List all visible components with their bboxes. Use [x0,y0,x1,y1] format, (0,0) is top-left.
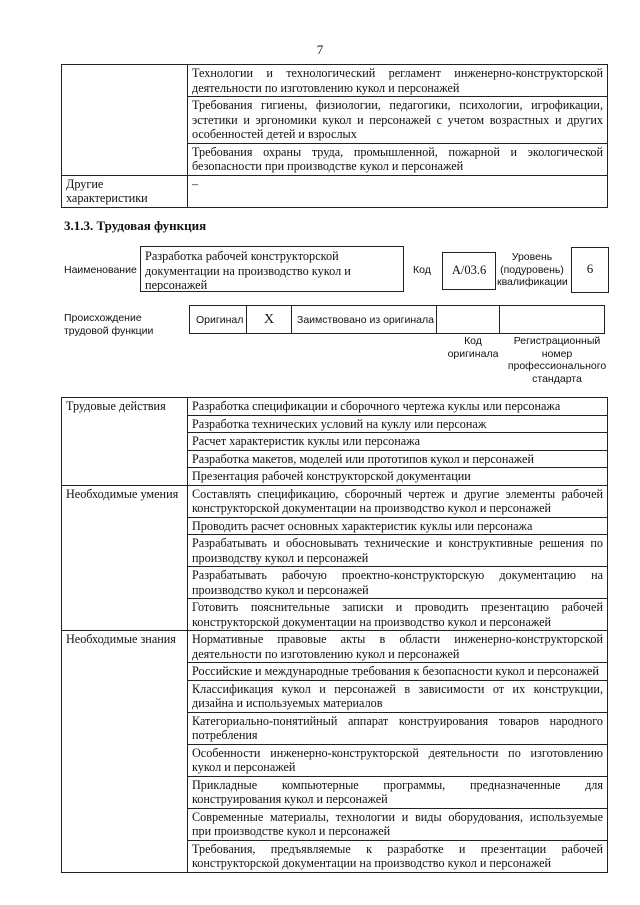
table-cell: Готовить пояснительные записки и проводить презентацию рабочей конструкторской документации на производство кукол и персонажей [188,599,608,631]
main-table [61,397,608,873]
table-cell: Требования, предъявляемые к разработке и презентации рабочей конструкторской документации на производство кукол и персонажей [188,840,608,872]
name-label: Наименование [64,264,137,276]
table-cell: Особенности инженерно-конструкторской деятельности по изготовлению кукол и персонажей [188,744,608,776]
table-cell: Прикладные компьютерные программы, предназначенные для конструирования кукол и персонажей [188,776,608,808]
section-heading: 3.1.3. Трудовая функция [64,218,207,233]
table-cell: Нормативные правовые акты в области инженерно-конструкторской деятельности по изготовлению кукол и персонажей [188,631,608,663]
origin-row [190,305,610,334]
table-cell: Классификация кукол и персонажей в зависимости от их конструкции, дизайна и используемых материалов [188,680,608,712]
table-cell: Расчет характеристик куклы или персонажа [188,433,608,451]
row-label [62,65,188,176]
row-label: Другие характеристики [62,175,188,207]
table-cell: Разработка технических условий на куклу или персонаж [188,415,608,433]
original-code-caption: Код оригинала [447,335,499,360]
table-row [62,631,608,663]
section-label: Необходимые знания [62,631,188,873]
table-row [62,398,608,416]
original-label: Оригинал [189,305,247,334]
table-row [62,175,608,207]
table-cell: Составлять спецификацию, сборочный чертеж и другие элементы рабочей конструкторской документации на производство кукол и персонажей [188,485,608,517]
borrowed-label: Заимствовано из оригинала [291,305,437,334]
table-cell: Категориально-понятийный аппарат конструирования товаров народного потребления [188,712,608,744]
table-cell: Разрабатывать рабочую проектно-конструкторскую документацию на производство кукол и персонажей [188,567,608,599]
section-label: Трудовые действия [62,398,188,486]
table-cell: Разработка макетов, моделей или прототипов кукол и персонажей [188,450,608,468]
code-label: Код [413,264,431,276]
table-cell: Российские и международные требования к безопасности кукол и персонажей [188,663,608,681]
original-code-cell [436,305,500,334]
table-cell: Технологии и технологический регламент инженерно-конструкторской деятельности по изготовлению кукол и персонажей [188,65,608,97]
table-cell: – [188,175,608,207]
table-cell: Требования охраны труда, промышленной, пожарной и экологической безопасности при производстве кукол и персонажей [188,143,608,175]
top-table [61,64,608,208]
table-cell: Требования гигиены, физиологии, педагогики, психологии, игрофикации, эстетики и эргономики кукол и персонажей с учетом возрастных и других особенностей детей и взрослых [188,97,608,144]
page-number: 7 [316,42,324,57]
qualification-level: 6 [571,247,609,293]
table-cell: Современные материалы, технологии и виды оборудования, используемые при производстве кукол и персонажей [188,808,608,840]
registration-number-caption: Регистрационный номер профессионального стандарта [507,335,607,385]
registration-number-cell [499,305,605,334]
table-cell: Проводить расчет основных характеристик куклы или персонажа [188,517,608,535]
table-row [62,485,608,517]
original-mark: X [246,305,292,334]
table-cell: Разработка спецификации и сборочного чертежа куклы или персонажа [188,398,608,416]
section-label: Необходимые умения [62,485,188,631]
function-code: A/03.6 [442,252,496,290]
table-row [62,65,608,97]
table-cell: Презентация рабочей конструкторской документации [188,468,608,486]
table-cell: Разрабатывать и обосновывать технические и конструктивные решения по производству кукол и персонажей [188,535,608,567]
origin-label: Происхождение трудовой функции [64,312,154,337]
level-label: Уровень (подуровень) квалификации [497,251,568,288]
function-name: Разработка рабочей конструкторской документации на производство кукол и персонажей [140,246,404,292]
